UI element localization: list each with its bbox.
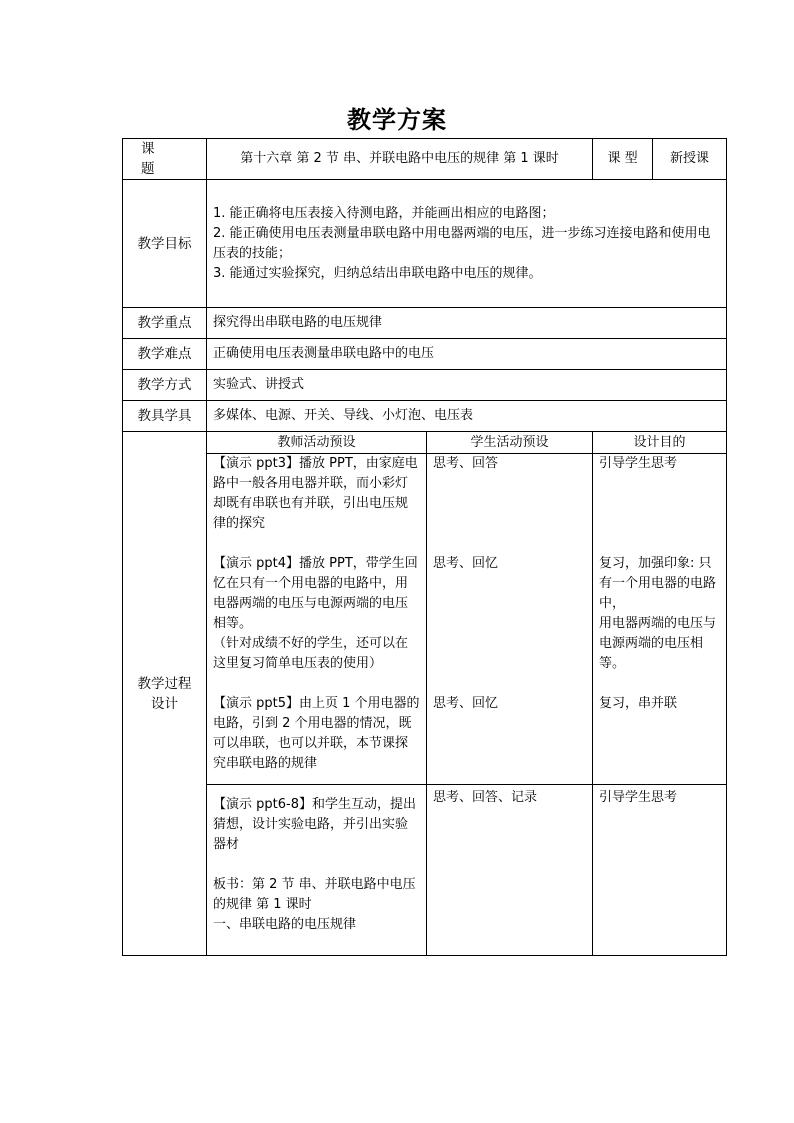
- process-label-line1: 教学过程: [137, 675, 192, 692]
- student-activity-text: 思考、回忆: [433, 696, 499, 711]
- demo-tag: 【演示 ppt3】: [213, 456, 300, 471]
- teacher-activity-cell: [207, 454, 427, 785]
- process-block-row: [123, 454, 727, 785]
- demo-tag: 【演示 ppt5】: [213, 696, 300, 711]
- student-activity-text: 思考、回忆: [433, 556, 499, 571]
- objectives-row: [123, 180, 727, 308]
- key-point-row: [123, 308, 727, 339]
- tools-label: 教具学具: [123, 401, 207, 432]
- process-header-row: [123, 432, 727, 454]
- difficulty-row: [123, 339, 727, 370]
- student-activity-text: 思考、回答、记录: [433, 790, 538, 805]
- student-activity-text: 思考、回答: [433, 456, 499, 471]
- tools-row: [123, 401, 727, 432]
- topic-label: 课 题: [123, 139, 207, 180]
- key-point-label: 教学重点: [123, 308, 207, 339]
- difficulty-value: 正确使用电压表测量串联电路中的电压: [207, 339, 727, 370]
- objective-item: 2. 能正确使用电压表测量串联电路中用电器两端的电压，进一步练习连接电路和使用电压表的技能；: [213, 225, 711, 261]
- topic-value: 第十六章 第 2 节 串、并联电路中电压的规律 第 1 课时: [207, 139, 593, 180]
- topic-row: [123, 139, 727, 180]
- student-activity-cell: [427, 785, 593, 956]
- method-label: 教学方式: [123, 370, 207, 401]
- process-label: [123, 432, 207, 956]
- process-label-line2: 设计: [151, 695, 178, 712]
- difficulty-label: 教学难点: [123, 339, 207, 370]
- teacher-activity-text: 播放 PPT，由家庭电路中一般各用电器并联，而小彩灯却既有串联也有并联，引出电压规律的探究: [213, 456, 418, 531]
- objective-item: 1. 能正确将电压表接入待测电路，并能画出相应的电路图；: [213, 205, 555, 221]
- type-label: 课 型: [593, 139, 653, 180]
- purpose-cell: [593, 785, 727, 956]
- purpose-header: 设计目的: [593, 432, 727, 454]
- purpose-text: 复习，串并联: [599, 696, 678, 711]
- tools-value: 多媒体、电源、开关、导线、小灯泡、电压表: [207, 401, 727, 432]
- purpose-text: 复习，加强印象: 只有一个用电器的电路中，: [599, 556, 717, 611]
- teacher-activity-text: 播放 PPT，带学生回忆在只有一个用电器的电路中，用电器两端的电压与电源两端的电压相等。: [213, 556, 418, 631]
- teacher-activity-text: 和学生互动，提出猜想，设计实验电路，并引出实验器材: [213, 797, 416, 852]
- demo-tag: 【演示 ppt4】: [213, 556, 300, 571]
- teacher-activity-text: 由上页 1 个用电器的电路，引到 2 个用电器的情况，既可以串联，也可以并联，本节课探究串联电路的规律: [213, 696, 420, 771]
- demo-tag: 【演示 ppt6-8】: [213, 797, 312, 812]
- objective-item: 3. 能通过实验探究，归纳总结出串联电路中电压的规律。: [213, 265, 542, 281]
- document-title: 教学方案: [347, 105, 447, 134]
- lesson-plan-table: [122, 138, 727, 956]
- student-activity-cell: [427, 454, 593, 785]
- method-value: 实验式、讲授式: [207, 370, 727, 401]
- purpose-text: 用电器两端的电压与电源两端的电压相等。: [599, 616, 717, 671]
- teacher-header: 教师活动预设: [207, 432, 427, 454]
- purpose-text: 引导学生思考: [599, 456, 678, 471]
- method-row: [123, 370, 727, 401]
- type-value: 新授课: [653, 139, 727, 180]
- process-block-row: [123, 785, 727, 956]
- board-note: 板书：第 2 节 串、并联电路中电压的规律 第 1 课时: [213, 877, 416, 912]
- student-header: 学生活动预设: [427, 432, 593, 454]
- objectives-content: [207, 180, 727, 308]
- purpose-cell: [593, 454, 727, 785]
- teacher-activity-cell: [207, 785, 427, 956]
- key-point-value: 探究得出串联电路的电压规律: [207, 308, 727, 339]
- board-note: 一、串联电路的电压规律: [213, 917, 357, 932]
- objectives-label: 教学目标: [123, 180, 207, 308]
- purpose-text: 引导学生思考: [599, 790, 678, 805]
- teacher-activity-note: （针对成绩不好的学生，还可以在这里复习简单电压表的使用）: [213, 636, 409, 671]
